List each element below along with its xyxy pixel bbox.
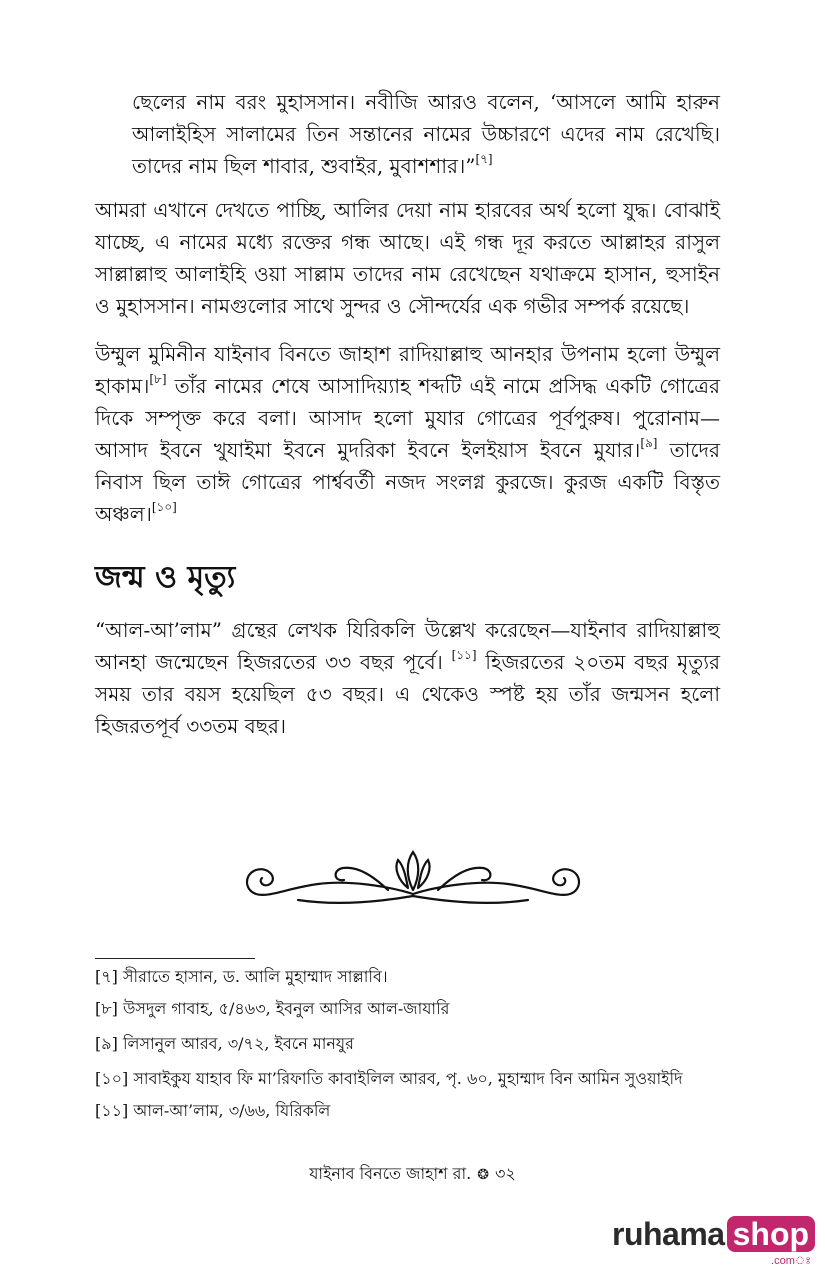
paragraph-names-meaning: আমরা এখানে দেখতে পাচ্ছি, আলির দেয়া নাম হারবের অর্থ হলো যুদ্ধ। বোঝাই যাচ্ছে, এ নামের মধ্যে রক্তের গন্ধ আছে। এই গন্ধ দূর করতে আল্লাহর রাসুল সাল্লাল্লাহু আলাইহি ওয়া সাল্লাম তাদের নাম রেখেছেন যথাক্রমে হাসান, হুসাইন ও মুহাসসান। নামগুলোর সাথে সুন্দর ও সৌন্দর্যের এক গভীর সম্পর্ক রয়েছে। bbox=[95, 198, 720, 318]
footnote-item: [১১] আল-আ’লাম, ৩/৬৬, যিরিকলি bbox=[95, 1101, 331, 1120]
paragraph-text: তাঁর নামের শেষে আসাদিয়্যাহ শব্দটি এই নামে প্রসিদ্ধ একটি গোত্রের দিকে সম্পৃক্ত করে বলা। আসাদ হলো মুযার গোত্রের পূর্বপুরুষ। পুরোনাম—আসাদ ইবনে খুযাইমা ইবনে মুদরিকা ইবনে ইলইয়াস ইবনে মুযার। bbox=[95, 374, 720, 462]
paragraph-text: “আল-আ’লাম” গ্রন্থের লেখক যিরিকলি উল্লেখ করেছেন—যাইনাব রাদিয়াল্লাহু আনহা জন্মেছেন হিজরতের ৩৩ বছর পূর্বে। bbox=[95, 618, 720, 674]
logo-ruhama: ruhama bbox=[612, 1215, 725, 1252]
footnote-ref-10: [১০] bbox=[151, 500, 177, 515]
swirl-divider-ornament-icon bbox=[238, 846, 588, 916]
paragraph-text: তাদের নিবাস ছিল তাঈ গোত্রের পার্শ্ববর্তী নজদ সংলগ্ন কুরজে। কুরজ একটি বিস্তৃত অঞ্চল। bbox=[95, 438, 721, 526]
ruhamashop-logo bbox=[612, 1214, 815, 1267]
paragraph-text: উম্মুল মুমিনীন যাইনাব বিনতে জাহাশ রাদিয়াল্লাহু আনহার উপনাম হলো উম্মুল হাকাম। bbox=[95, 342, 720, 398]
logo-com: .comঃ bbox=[771, 1255, 812, 1267]
footnote-ref-9: [৯] bbox=[640, 436, 658, 451]
running-title: যাইনাব বিনতে জাহাশ রা. bbox=[309, 1164, 472, 1183]
hadith-quote bbox=[132, 86, 720, 182]
footnote-divider bbox=[95, 958, 255, 959]
footnote-ref-11: [১১] bbox=[451, 648, 477, 663]
footnote-ref-8: [৮] bbox=[149, 372, 167, 387]
paragraph-kunya bbox=[95, 338, 720, 530]
footnote-item: [৭] সীরাতে হাসান, ড. আলি মুহাম্মাদ সাল্লাবি। bbox=[95, 967, 388, 986]
section-heading: জন্ম ও মৃত্যু bbox=[95, 560, 236, 595]
logo-shop: shop bbox=[727, 1216, 815, 1252]
footnote-item: [৮] উসদুল গাবাহ, ৫/৪৬৩, ইবনুল আসির আল-জাযারি bbox=[95, 999, 450, 1018]
quote-text: ছেলের নাম বরং মুহাসসান। নবীজি আরও বলেন, ‘আসলে আমি হারুন আলাইহিস সালামের তিন সন্তানের নামের উচ্চারণে এদের নাম রেখেছি। তাদের নাম ছিল শাবার, শুবাইর, মুবাশশার।” bbox=[132, 90, 720, 178]
paragraph-birth-death bbox=[95, 614, 720, 742]
page-number: ৩২ bbox=[494, 1164, 516, 1183]
footnote-item: [১০] সাবাইকুয যাহাব ফি মা’রিফাতি কাবাইলিল আরব, পৃ. ৬০, মুহাম্মাদ বিন আমিন সুওয়াইদি bbox=[95, 1069, 683, 1088]
footnote-ref-7: [৭] bbox=[475, 152, 493, 167]
page-footer bbox=[0, 1163, 825, 1186]
flower-separator-icon: ❂ bbox=[477, 1167, 489, 1183]
paragraph-text: হিজরতের ২০তম বছর মৃত্যুর সময় তার বয়স হয়েছিল ৫৩ বছর। এ থেকেও স্পষ্ট হয় তাঁর জন্মসন হলো হিজরতপূর্ব ৩৩তম বছর। bbox=[95, 650, 721, 738]
footnote-item: [৯] লিসানুল আরব, ৩/৭২, ইবনে মানযুর bbox=[95, 1034, 354, 1053]
